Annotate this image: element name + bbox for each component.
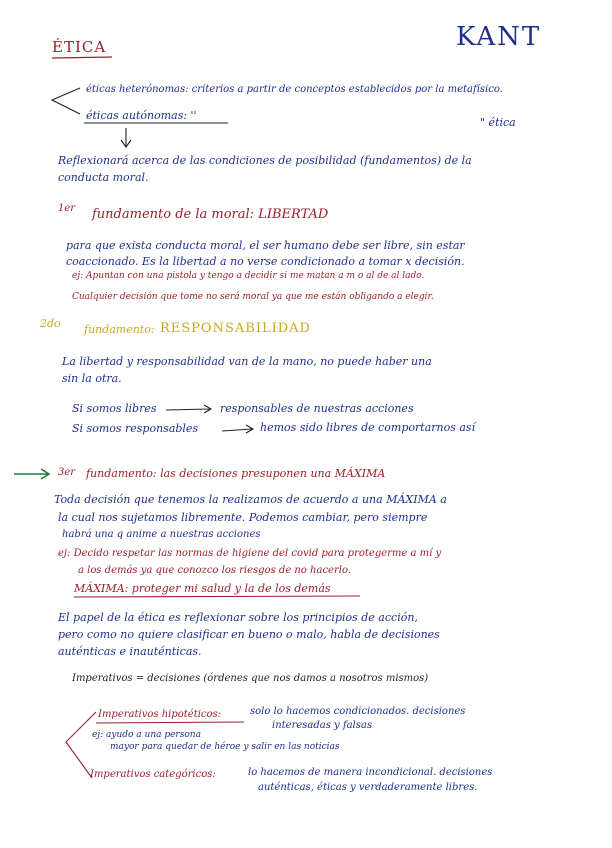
intro-reflexion-line-2: conducta moral. <box>58 171 149 184</box>
fundamento3-heading: fundamento: las decisiones presuponen una MÁXIMA <box>86 467 386 480</box>
papel-line-2: pero como no quiere clasificar en bueno o malo, habla de decisiones <box>58 628 440 641</box>
imperativos-hipoteticos-example-2: mayor para quedar de héroe y salir en las noticias <box>110 742 340 752</box>
fundamento2-rule2-a: Si somos responsables <box>72 422 199 435</box>
fundamento3-maxima: MÁXIMA: proteger mi salud y la de los demás <box>74 582 331 595</box>
fundamento1-note: Cualquier decisión que tome no será moral ya que me están obligando a elegir. <box>72 292 434 302</box>
page-title: ÉTICA <box>52 38 107 56</box>
fundamento2-label: fundamento: <box>84 323 155 336</box>
fundamento2-line-2: sin la otra. <box>62 372 122 385</box>
papel-line-3: auténticas e inauténticas. <box>58 645 202 658</box>
imperativos-definition: Imperativos = decisiones (órdenes que nos damos a nosotros mismos) <box>72 673 429 684</box>
arrow-icon <box>166 405 211 413</box>
maxima-underline <box>74 596 360 597</box>
arrow-icon <box>222 425 253 433</box>
intro-bracket <box>52 88 80 114</box>
fundamento2-rule1-a: Si somos libres <box>72 402 157 415</box>
fundamento3-line-1: Toda decisión que tenemos la realizamos de acuerdo a una MÁXIMA a <box>54 493 447 506</box>
imperativos-categoricos-line-2: auténticas, éticas y verdaderamente libres. <box>258 782 478 793</box>
fundamento2-rule2-b: hemos sido libres de comportarnos así <box>260 421 476 434</box>
fundamento3-num: 3er <box>58 467 76 478</box>
fundamento2-rule1-b: responsables de nuestras acciones <box>220 402 414 415</box>
fundamento2-num: 2do <box>40 317 61 330</box>
fundamento1-num: 1er <box>58 203 76 214</box>
imperativos-hipoteticos-label: Imperativos hipotéticos: <box>98 709 222 720</box>
fundamento1-line-1: para que exista conducta moral, el ser humano debe ser libre, sin estar <box>66 239 465 252</box>
intro-reflexion-line-1: Reflexionará acerca de las condiciones de posibilidad (fundamentos) de la <box>58 154 472 167</box>
fundamento3-line-3: habrá una q anime a nuestras acciones <box>62 529 261 540</box>
author-name: KANT <box>456 22 542 52</box>
intro-autonomas: éticas autónomas: '' <box>86 109 197 122</box>
fundamento1-example: ej: Apuntan con una pistola y tengo a decidir si me matan a m o al de al lado. <box>72 271 425 281</box>
intro-etica-mark: " ética <box>480 116 516 129</box>
papel-line-1: El papel de la ética es reflexionar sobre los principios de acción, <box>58 611 418 624</box>
hipo-underline <box>96 722 244 723</box>
fundamento1-line-2: coaccionado. Es la libertad a no verse condicionado a tomar x decisión. <box>66 255 465 268</box>
imperativos-hipoteticos-example-1: ej: ayudo a una persona <box>92 730 201 740</box>
imperativos-hipoteticos-line-1: solo lo hacemos condicionados. decisiones <box>250 706 466 717</box>
imperativos-categoricos-line-1: lo hacemos de manera incondicional. decisiones <box>248 767 493 778</box>
green-arrow-icon <box>14 469 49 479</box>
title-underline <box>52 57 112 58</box>
fundamento3-example-2: a los demás ya que conozco los riesgos de no hacerlo. <box>78 565 351 576</box>
fundamento2-line-1: La libertad y responsabilidad van de la mano, no puede haber una <box>62 355 432 368</box>
fundamento1-heading: fundamento de la moral: LIBERTAD <box>92 207 329 222</box>
fundamento3-example-1: ej: Decido respetar las normas de higiene del covid para protegerme a mí y <box>58 548 442 559</box>
imperativos-categoricos-label: Imperativos categóricos: <box>90 769 216 780</box>
imperativos-hipoteticos-line-2: interesadas y falsas <box>272 720 372 731</box>
fundamento3-line-2: la cual nos sujetamos libremente. Podemos cambiar, pero siempre <box>58 511 428 524</box>
down-arrow-icon <box>121 128 131 147</box>
intro-heteronomas: éticas heterónomas: criterios a partir de conceptos establecidos por la metafísico. <box>86 84 503 95</box>
fundamento2-heading: RESPONSABILIDAD <box>160 321 311 336</box>
